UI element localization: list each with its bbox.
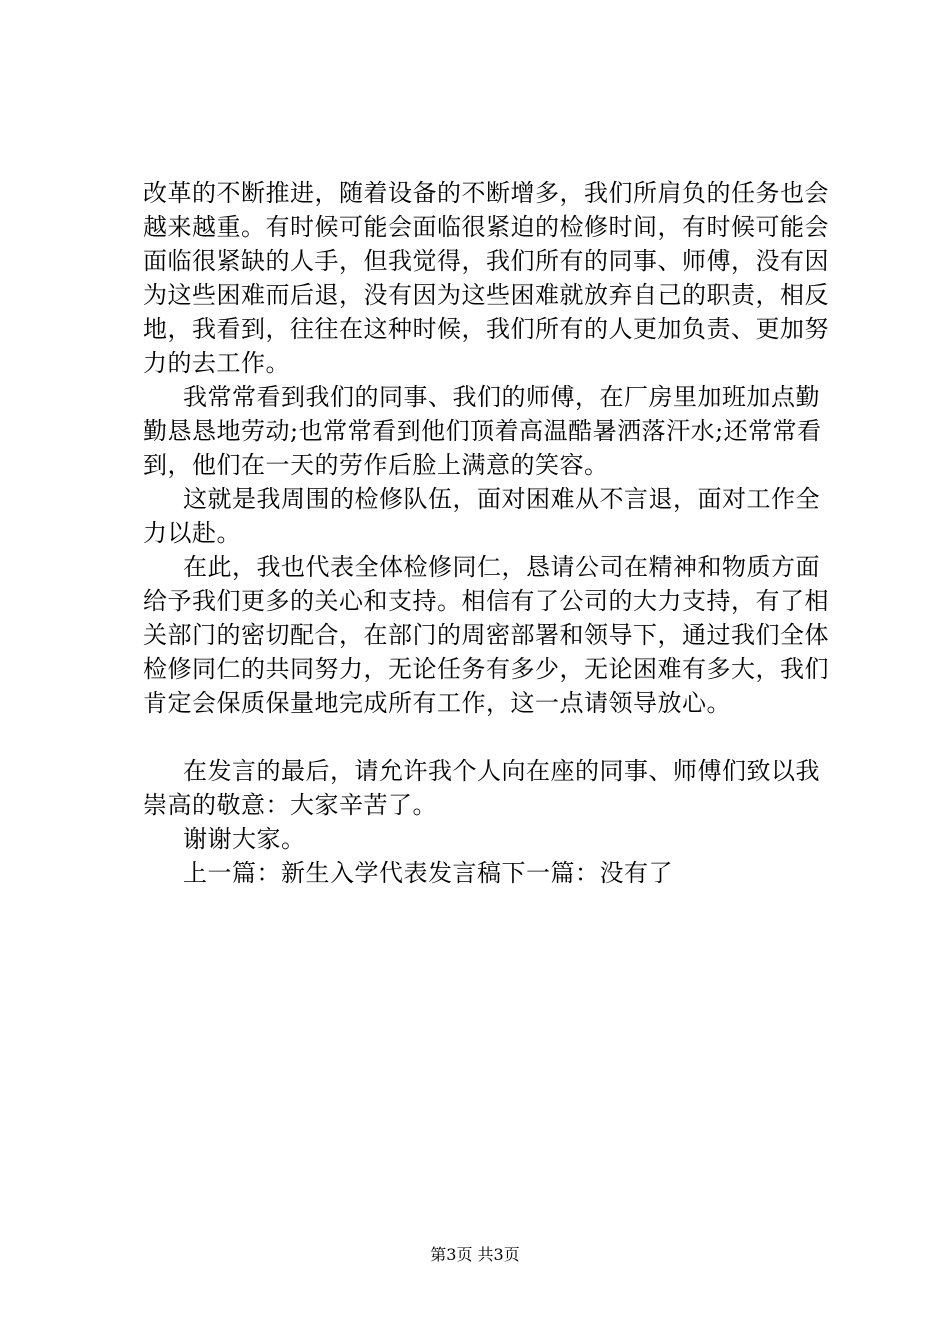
paragraph-closing: 在发言的最后，请允许我个人向在座的同事、师傅们致以我崇高的敬意：大家辛苦了。 (143, 757, 820, 819)
article-navigation: 上一篇：新生入学代表发言稿下一篇：没有了 (183, 859, 673, 887)
paragraph-continuation: 改革的不断推进，随着设备的不断增多，我们所肩负的任务也会越来越重。有时候可能会面临很紧迫的检修时间，有时候可能会面临很紧缺的人手，但我觉得，我们所有的同事、师傅，没有因为这些困难而后退，没有因为这些困难就放弃自己的职责，相反地，我看到，往往在这种时候，我们所有的人更加负责、更加努力的去工作。 (143, 179, 829, 377)
paragraph-spacer (143, 720, 843, 754)
paragraph-thanks: 谢谢大家。 (183, 825, 306, 853)
document-body (143, 176, 843, 890)
paragraph-request: 在此，我也代表全体检修同仁，恳请公司在精神和物质方面给予我们更多的关心和支持。相信有了公司的大力支持，有了相关部门的密切配合，在部门的周密部署和领导下，通过我们全体检修同仁的共同努力，无论任务有多少，无论困难有多大，我们肯定会保质保量地完成所有工作，这一点请领导放心。 (143, 553, 829, 717)
page-number-footer: 第3页 共3页 (430, 1245, 520, 1264)
paragraph-colleagues: 我常常看到我们的同事、我们的师傅，在厂房里加班加点勤勤恳恳地劳动;也常常看到他们顶着高温酷暑洒落汗水;还常常看到，他们在一天的劳作后脸上满意的笑容。 (143, 383, 822, 479)
paragraph-team: 这就是我周围的检修队伍，面对困难从不言退，面对工作全力以赴。 (143, 485, 820, 547)
